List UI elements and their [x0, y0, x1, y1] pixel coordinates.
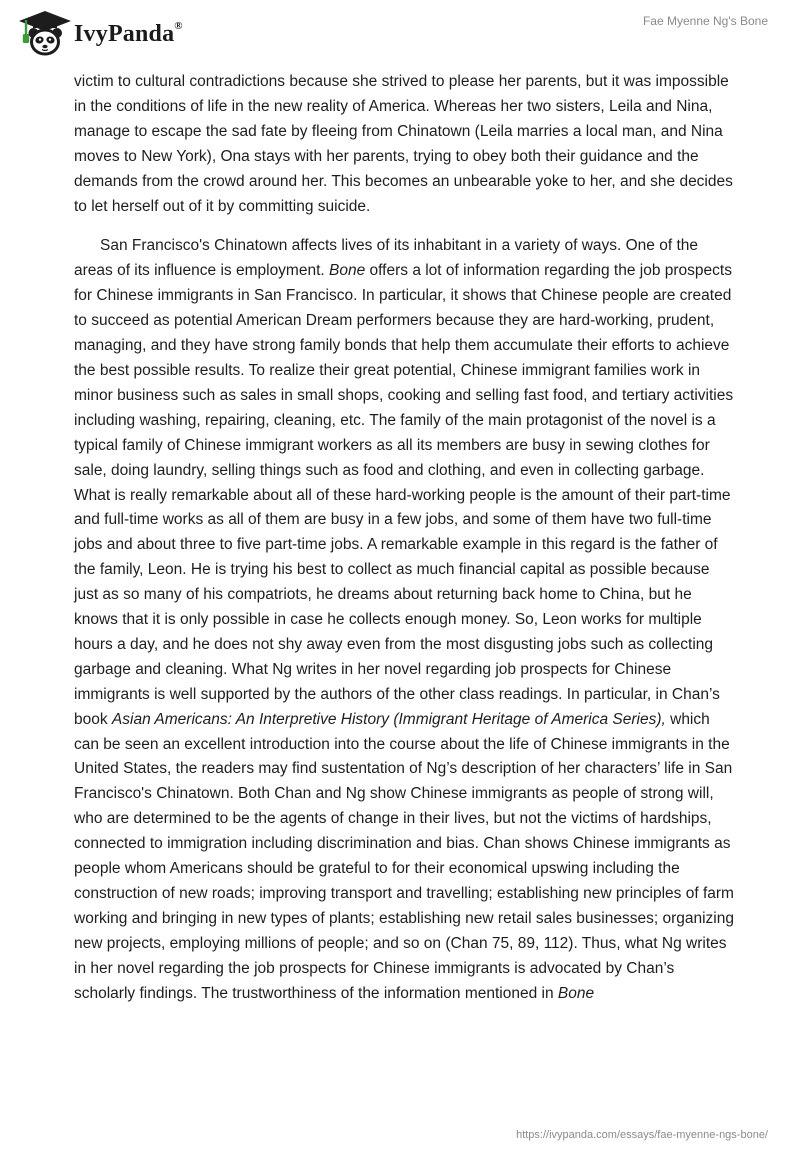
italic-title: Bone	[557, 984, 595, 1002]
text-run: victim to cultural contradictions because she strived to please her parents, but it was impossible in the conditions of life in the new reality of America. Whereas her two sisters, Leila and Nina, manage to escape the sad fate by fleeing from Chinatown (Leila marries a local man, and Nina moves to New York), Ona stays with her parents, trying to obey both their guidance and the demands from the crowd around her. This becomes an unbearable yoke to her, and she decides to let herself out of it by committing suicide.	[74, 73, 733, 215]
page-header	[0, 0, 800, 70]
text-run: offers a lot of information regarding the job prospects for Chinese immigrants in San Francisco. In particular, it shows that Chinese people are created to succeed as potential American Dream performers because they are hard-working, prudent, managing, and they have strong family bonds that help them accumulate their efforts to achieve the best possible results. To realize their great potential, Chinese immigrant families work in minor business such as sales in small shops, cooking and selling fast food, and tertiary activities including washing, repairing, cleaning, etc. The family of the main protagonist of the novel is a typical family of Chinese immigrant workers as all its members are busy in sewing clothes for sale, doing laundry, selling things such as food and clothing, and even in collecting garbage. What is really remarkable about all of these hard-working people is the amount of their part-time and full-time works as all of them are busy in a few jobs, and some of them have two full-time jobs and about three to five part-time jobs. A remarkable example in this regard is the father of the family, Leon. He is trying his best to collect as much financial capital as possible because just as so many of his compatriots, he dreams about returning back home to China, but he knows that it is only possible in case he collects enough money. So, Leon works for multiple hours a day, and he does not shy away even from the most disgusting jobs such as collecting garbage and cleaning. What Ng writes in her novel regarding job prospects for Chinese immigrants is well supported by the authors of the other class readings. In particular, in Chan’s book	[74, 262, 734, 728]
essay-body	[74, 70, 734, 1007]
source-url[interactable]: https://ivypanda.com/essays/fae-myenne-ngs-bone/	[516, 1129, 768, 1141]
panda-graduate-logo-icon	[14, 6, 72, 58]
body-paragraph	[74, 70, 734, 219]
text-run: which can be seen an excellent introduction into the course about the life of Chinese immigrants in the United States, the readers may find sustentation of Ng’s description of her characters’ life in San Francisco's Chinatown. Both Chan and Ng show Chinese immigrants as people of strong will, who are determined to be the agents of change in their lives, but not the victims of hardships, connected to immigration including discrimination and bias. Chan shows Chinese immigrants as people whom Americans should be grateful to for their economical upswing including the construction of new roads; improving transport and travelling; establishing new principles of farm working and bringing in new types of plants; establishing new retail sales businesses; organizing new projects, employing millions of people; and so on (Chan 75, 89, 112). Thus, what Ng writes in her novel regarding the job prospects for Chinese immigrants is advocated by Chan’s scholarly findings. The trustworthiness of the information mentioned in	[74, 710, 734, 1002]
body-paragraph	[74, 234, 734, 1006]
ivypanda-logo[interactable]	[14, 6, 183, 58]
brand-name: IvyPanda®	[74, 19, 183, 47]
italic-title: Bone	[329, 262, 366, 280]
document-title: Fae Myenne Ng's Bone	[642, 14, 768, 28]
text-run: San Francisco's Chinatown affects lives of its inhabitant in a variety of ways. One of the areas of its influence is employment.	[74, 237, 698, 280]
italic-title: Asian Americans: An Interpretive History (Immigrant Heritage of America Series),	[111, 710, 666, 728]
